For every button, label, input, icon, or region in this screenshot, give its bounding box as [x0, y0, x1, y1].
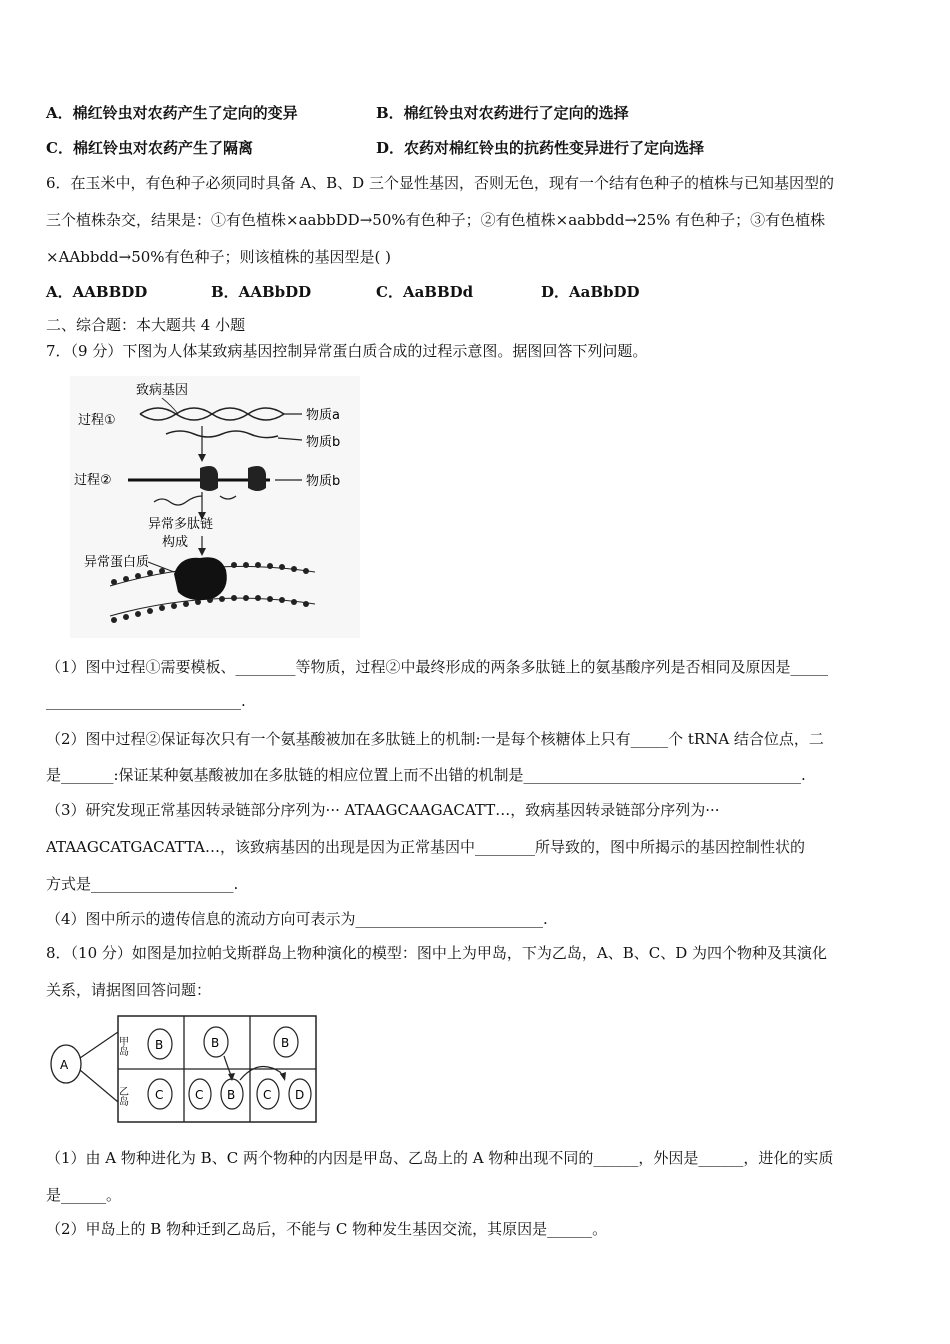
q7-figure — [70, 376, 360, 638]
q7-part4: （4）图中所示的遗传信息的流动方向可表示为_________________________. — [46, 910, 548, 928]
top-b3: B — [281, 1036, 290, 1050]
q7-part1-line1: （1）图中过程①需要模板、________等物质，过程②中最终形成的两条多肽链上的氨基酸序列是否相同及原因是_____ — [46, 658, 829, 676]
top-b1: B — [155, 1038, 164, 1052]
q6-option-b: B．AABbDD — [211, 283, 312, 301]
process2-label: 过程② — [74, 473, 112, 488]
q5-option-b: B．棉红铃虫对农药进行了定向的选择 — [376, 104, 629, 122]
process1-label: 过程① — [78, 413, 116, 428]
q5-option-d: D．农药对棉红铃虫的抗药性变异进行了定向选择 — [376, 139, 705, 157]
section-heading: 二、综合题：本大题共 4 小题 — [46, 316, 246, 334]
bottom-c1: C — [155, 1088, 164, 1102]
q8-stem-line2: 关系，请据图回答问题： — [46, 981, 212, 999]
abnormal-protein-label: 异常蛋白质 — [84, 555, 150, 570]
q7-stem: 7．（9 分）下图为人体某致病基因控制异常蛋白质合成的过程示意图。据图回答下列问题。 — [46, 342, 648, 360]
q8-part1-line2: 是______。 — [46, 1186, 122, 1204]
q7-part2-line1: （2）图中过程②保证每次只有一个氨基酸被加在多肽链上的机制:一是每个核糖体上只有_____个 tRNA 结合位点，二 — [46, 730, 824, 748]
q7-part2-line2: 是_______:保证某种氨基酸被加在多肽链的相应位置上而不出错的机制是_____________________________________. — [46, 766, 806, 784]
q7-part3-line2: ATAAGCATGACATTA…，该致病基因的出现是因为正常基因中________所导致的，图中所揭示的基因控制性状的 — [46, 838, 805, 856]
abnormal-peptide-label: 异常多肽链 — [148, 517, 214, 532]
q7-part3-line1: （3）研究发现正常基因转录链部分序列为··· ATAAGCAAGACATT…，致病基因转录链部分序列为··· — [46, 801, 720, 819]
q5-option-c: C．棉红铃虫对农药产生了隔离 — [46, 139, 253, 157]
bottom-c2: C — [195, 1088, 204, 1102]
island-yi-label: 乙岛 — [116, 1086, 128, 1106]
substance-b2-label: 物质b — [306, 474, 341, 489]
q8-part1-line1: （1）由 A 物种进化为 B、C 两个物种的内因是甲岛、乙岛上的 A 物种出现不同的______，外因是______，进化的实质 — [46, 1149, 834, 1167]
q8-figure — [48, 1014, 324, 1128]
species-a: A — [60, 1058, 69, 1072]
substance-b-label: 物质b — [306, 435, 341, 450]
bottom-d: D — [295, 1088, 305, 1102]
q7-part1-line2: __________________________. — [46, 692, 246, 710]
bottom-c3: C — [263, 1088, 272, 1102]
q6-stem-line3: ×AAbbdd→50%有色种子；则该植株的基因型是( ) — [46, 248, 392, 266]
q5-option-a: A．棉红铃虫对农药产生了定向的变异 — [46, 104, 298, 122]
q6-option-d: D．AaBbDD — [541, 283, 640, 301]
gene-label: 致病基因 — [136, 383, 189, 398]
q6-option-c: C．AaBBDd — [376, 283, 474, 301]
q6-option-a: A．AABBDD — [46, 283, 148, 301]
bottom-b4: B — [227, 1088, 236, 1102]
q8-part2: （2）甲岛上的 B 物种迁到乙岛后，不能与 C 物种发生基因交流，其原因是______。 — [46, 1220, 608, 1238]
q6-stem-line1: 6．在玉米中，有色种子必须同时具备 A、B、D 三个显性基因，否则无色，现有一个结有色种子的植株与已知基因型的 — [46, 174, 834, 192]
substance-a-label: 物质a — [306, 408, 340, 423]
q7-part3-line3: 方式是___________________. — [46, 875, 239, 893]
island-jia-label: 甲岛 — [116, 1036, 128, 1056]
q6-stem-line2: 三个植株杂交，结果是：①有色植株×aabbDD→50%有色种子；②有色植株×aabbdd→25% 有色种子；③有色植株 — [46, 211, 826, 229]
forms-label: 构成 — [162, 535, 189, 550]
top-b2: B — [211, 1036, 220, 1050]
q8-stem-line1: 8．（10 分）如图是加拉帕戈斯群岛上物种演化的模型：图中上为甲岛，下为乙岛，A、B、C、D 为四个物种及其演化 — [46, 944, 828, 962]
